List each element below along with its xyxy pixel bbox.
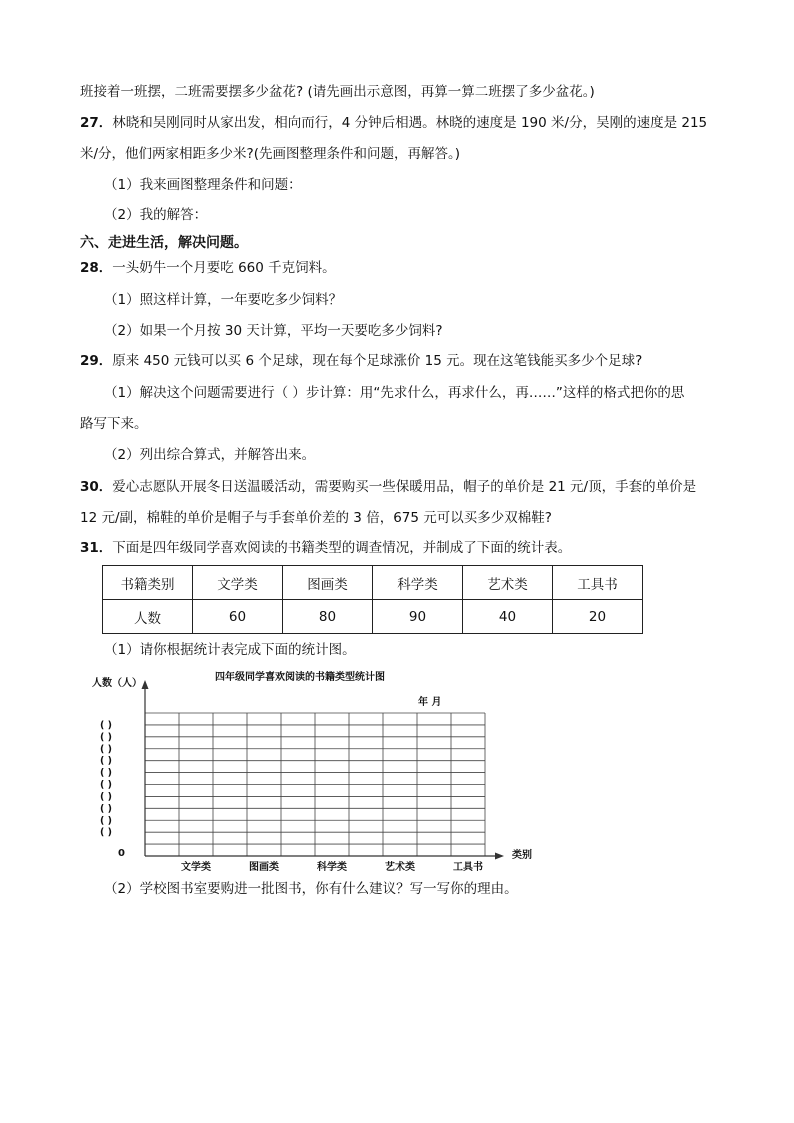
table-value: 90 (373, 600, 463, 634)
table-header-row (103, 566, 643, 600)
y-tick-placeholder[interactable]: ( ) (100, 719, 112, 731)
q29-line (80, 352, 642, 370)
y-tick-placeholder[interactable]: ( ) (100, 779, 112, 791)
q29-number: 29． (80, 353, 113, 369)
q27-text: 林晓和吴刚同时从家出发，相向而行，4 分钟后相遇。林晓的速度是 190 米/分，吴刚的速度是 215 (112, 115, 708, 131)
y-tick-placeholder[interactable]: ( ) (100, 767, 112, 779)
chart-xlabel: 类别 (512, 850, 532, 861)
q28-line (80, 259, 336, 277)
q26-tail: 班接着一班摆，二班需要摆多少盆花? (请先画出示意图，再算一算二班摆了多少盆花。) (80, 84, 595, 100)
table-value: 80 (283, 600, 373, 634)
q27-number: 27． (80, 115, 113, 131)
table-value: 20 (553, 600, 643, 634)
q29-text: 原来 450 元钱可以买 6 个足球，现在每个足球涨价 15 元。现在这笔钱能买多少个足球? (112, 353, 643, 369)
q28-part1: （1）照这样计算，一年要吃多少饲料？ (104, 292, 343, 308)
y-tick-placeholder[interactable]: ( ) (100, 755, 112, 767)
q30-line1 (80, 478, 696, 496)
table-value: 40 (463, 600, 553, 634)
chart-title: 四年级同学喜欢阅读的书籍类型统计图 (215, 672, 385, 683)
x-tick-label: 工具书 (453, 862, 483, 873)
chart-ylabel: 人数（人） (92, 678, 142, 689)
y-tick-placeholder[interactable]: ( ) (100, 803, 112, 815)
section-heading: 六、走进生活，解决问题。 (80, 235, 248, 251)
chart-y-ticks (100, 720, 112, 838)
x-axis-arrow (495, 853, 504, 860)
q28-part2: （2）如果一个月按 30 天计算，平均一天要吃多少饲料? (104, 323, 443, 339)
q29-part1-line2: 路写下来。 (80, 416, 148, 432)
y-tick-placeholder[interactable]: ( ) (100, 791, 112, 803)
q28-number: 28． (80, 260, 113, 276)
q31-part1: （1）请你根据统计表完成下面的统计图。 (104, 642, 356, 658)
table-row-label: 人数 (103, 600, 193, 634)
q31-line (80, 539, 571, 557)
q27-part2: （2）我的解答： (104, 207, 208, 223)
table-value: 60 (193, 600, 283, 634)
q27-line1 (80, 114, 707, 132)
bar-chart[interactable] (92, 667, 552, 877)
q27-line2: 米/分，他们两家相距多少米?(先画图整理条件和问题，再解答。) (80, 146, 460, 162)
table-row (103, 600, 643, 634)
y-axis-arrow (142, 680, 149, 689)
table-category: 图画类 (283, 566, 373, 600)
table-category: 工具书 (553, 566, 643, 600)
y-tick-placeholder[interactable]: ( ) (100, 815, 112, 827)
chart-x-categories (181, 860, 483, 873)
table-category: 艺术类 (463, 566, 553, 600)
chart-origin-label: 0 (118, 848, 125, 859)
q29-part2: （2）列出综合算式，并解答出来。 (104, 447, 316, 463)
q27-part1: （1）我来画图整理条件和问题： (104, 177, 302, 193)
x-tick-label: 图画类 (249, 862, 279, 873)
q31-text: 下面是四年级同学喜欢阅读的书籍类型的调查情况，并制成了下面的统计表。 (112, 540, 572, 556)
q30-number: 30． (80, 479, 113, 495)
table-header-label: 书籍类别 (103, 566, 193, 600)
survey-table (102, 565, 643, 634)
q28-text: 一头奶牛一个月要吃 660 千克饲料。 (112, 260, 336, 276)
q29-part1-line1: （1）解决这个问题需要进行（ ）步计算：用“先求什么，再求什么，再……”这样的格式把你的思 (104, 385, 685, 401)
x-tick-label: 艺术类 (385, 862, 415, 873)
q31-part2: （2）学校图书室要购进一批图书，你有什么建议？写一写你的理由。 (104, 881, 518, 897)
x-tick-label: 文学类 (181, 862, 211, 873)
table-category: 科学类 (373, 566, 463, 600)
chart-date-label: 年 月 (418, 697, 442, 708)
x-tick-label: 科学类 (317, 862, 347, 873)
q30-text: 爱心志愿队开展冬日送温暖活动，需要购买一些保暖用品，帽子的单价是 21 元/顶，手套的单价是 (112, 479, 697, 495)
y-tick-placeholder[interactable]: ( ) (100, 743, 112, 755)
q30-line2: 12 元/副，棉鞋的单价是帽子与手套单价差的 3 倍，675 元可以买多少双棉鞋? (80, 510, 552, 526)
y-tick-placeholder[interactable]: ( ) (100, 731, 112, 743)
chart-grid (145, 713, 485, 856)
y-tick-placeholder[interactable]: ( ) (100, 827, 112, 839)
q31-number: 31． (80, 540, 113, 556)
table-category: 文学类 (193, 566, 283, 600)
